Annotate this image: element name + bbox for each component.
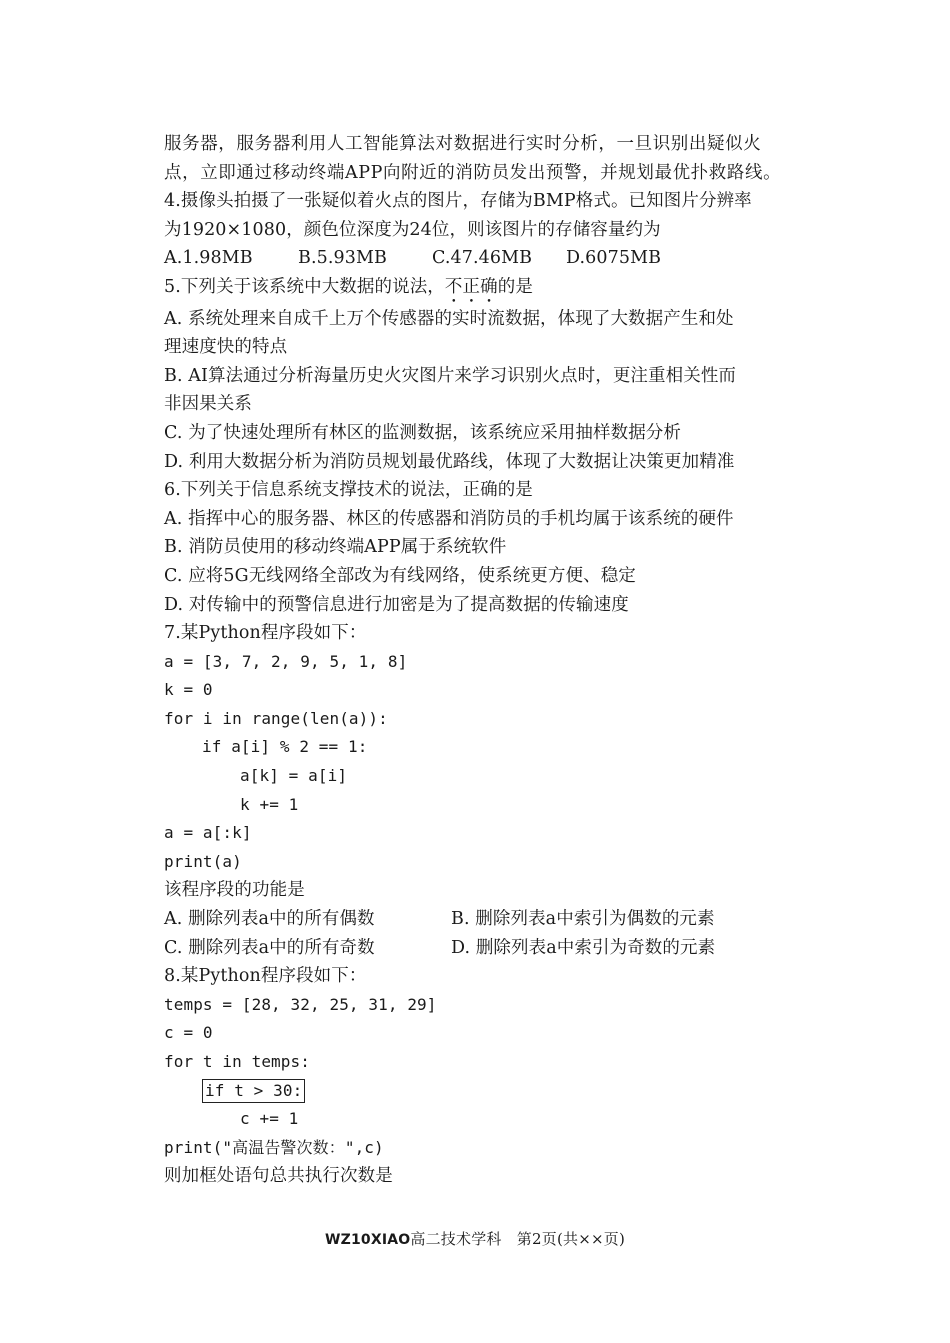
footer-code: WZ10XIAO xyxy=(324,1232,411,1248)
q7-question: 该程序段的功能是 xyxy=(164,880,305,901)
page-content xyxy=(164,130,794,1191)
intro-line-2: 点，立即通过移动终端APP向附近的消防员发出预警，并规划最优扑救路线。 xyxy=(164,162,782,183)
q4-option-d: D.6075MB xyxy=(566,248,662,269)
q4-option-a: A.1.98MB xyxy=(164,248,253,269)
q4-option-b: B.5.93MB xyxy=(298,248,387,269)
q7-option-d: D. 删除列表a中索引为奇数的元素 xyxy=(451,937,716,958)
q7-code-line: a = a[:k] xyxy=(164,823,252,843)
footer-text: 高二技术学科 第2页(共××页) xyxy=(410,1230,625,1248)
q4-option-c: C.47.46MB xyxy=(432,248,533,269)
q8-code-line: temps = [28, 32, 25, 31, 29] xyxy=(164,994,437,1014)
q7-code-line: k = 0 xyxy=(164,680,213,700)
q5-stem xyxy=(164,273,794,302)
q7-options-row-2 xyxy=(164,934,794,963)
intro-line-1: 服务器，服务器利用人工智能算法对数据进行实时分析，一旦识别出疑似火 xyxy=(164,134,762,154)
q8-code-boxed-line xyxy=(164,1077,794,1106)
page-footer xyxy=(0,1228,950,1249)
q5-option-b-line-1: B. AI算法通过分析海量历史火灾图片来学习识别火点时，更注重相关性而 xyxy=(164,365,737,386)
q7-option-c: C. 删除列表a中的所有奇数 xyxy=(164,937,375,958)
q5-option-d: D. 利用大数据分析为消防员规划最优路线，体现了大数据让决策更加精准 xyxy=(164,451,735,472)
q4-stem-1: 4.摄像头拍摄了一张疑似着火点的图片，存储为BMP格式。已知图片分辨率 xyxy=(164,191,752,212)
q7-code-line: if a[i] % 2 == 1: xyxy=(202,737,368,757)
boxed-statement: if t > 30: xyxy=(202,1079,305,1103)
q4-stem-2: 为1920×1080，颜色位深度为24位，则该图片的存储容量约为 xyxy=(164,219,661,240)
q7-code-line: for i in range(len(a)): xyxy=(164,708,388,728)
q5-option-b-line-2: 非因果关系 xyxy=(164,394,252,415)
q8-code-line: for t in temps: xyxy=(164,1052,310,1071)
q7-option-a: A. 删除列表a中的所有偶数 xyxy=(164,909,375,930)
q5-option-a-line-2: 理速度快的特点 xyxy=(164,337,288,358)
q7-code-line: a[k] = a[i] xyxy=(240,766,348,786)
q8-question: 则加框处语句总共执行次数是 xyxy=(164,1166,393,1187)
q8-code-line: print("高温告警次数：",c) xyxy=(164,1137,384,1157)
q7-options-row-1 xyxy=(164,905,794,934)
q8-code-line: c += 1 xyxy=(240,1109,299,1129)
q6-stem: 6.下列关于信息系统支撑技术的说法，正确的是 xyxy=(164,480,533,501)
q7-code-line: a = [3, 7, 2, 9, 5, 1, 8] xyxy=(164,651,408,671)
q7-stem: 7.某Python程序段如下： xyxy=(164,623,367,644)
q6-option-c: C. 应将5G无线网络全部改为有线网络，使系统更方便、稳定 xyxy=(164,565,636,586)
q7-code-line: k += 1 xyxy=(240,794,299,814)
q6-option-d: D. 对传输中的预警信息进行加密是为了提高数据的传输速度 xyxy=(164,594,629,615)
q6-option-b: B. 消防员使用的移动终端APP属于系统软件 xyxy=(164,537,507,558)
q5-stem-post: 的是 xyxy=(497,276,533,297)
q5-stem-pre: 5.下列关于该系统中大数据的说法， xyxy=(164,276,445,297)
q5-stem-emphasis: 不正确 xyxy=(444,276,498,297)
q4-options xyxy=(164,244,794,273)
q7-code-line: print(a) xyxy=(164,851,242,871)
q8-stem: 8.某Python程序段如下： xyxy=(164,966,367,987)
q6-option-a: A. 指挥中心的服务器、林区的传感器和消防员的手机均属于该系统的硬件 xyxy=(164,508,734,529)
q5-option-c: C. 为了快速处理所有林区的监测数据，该系统应采用抽样数据分析 xyxy=(164,422,681,443)
q8-code-line: c = 0 xyxy=(164,1023,213,1043)
q7-option-b: B. 删除列表a中索引为偶数的元素 xyxy=(451,909,715,930)
q5-option-a-line-1: A. 系统处理来自成千上万个传感器的实时流数据，体现了大数据产生和处 xyxy=(164,308,734,329)
